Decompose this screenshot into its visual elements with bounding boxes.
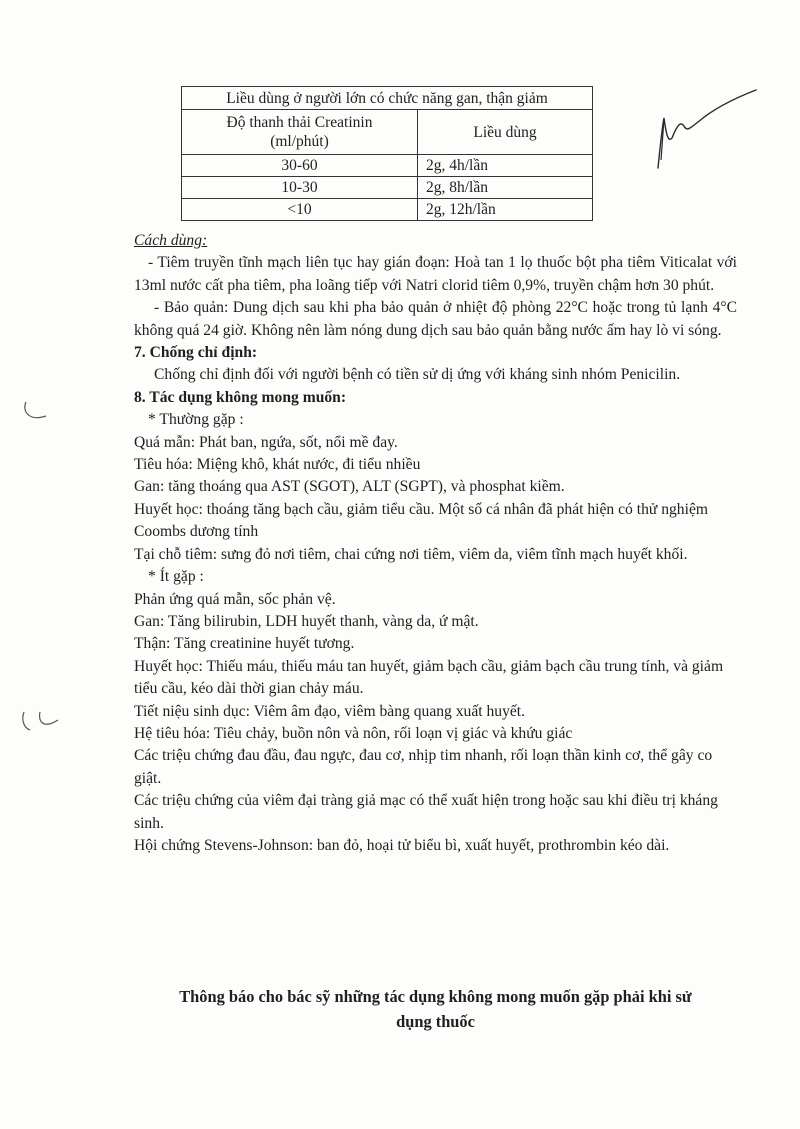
table-cell-dose: 2g, 4h/lần	[418, 155, 593, 177]
footer-notice	[134, 984, 737, 1034]
list-item: Tiết niệu sinh dục: Viêm âm đạo, viêm bàng quang xuất huyết.	[134, 702, 526, 720]
table-cell-dose: 2g, 8h/lần	[418, 177, 593, 199]
column-header-clearance-line2: (ml/phút)	[270, 133, 329, 150]
list-item: Các triệu chứng đau đầu, đau ngực, đau cơ, nhịp tim nhanh, rối loạn thần kinh cơ, thể gây co giật.	[134, 747, 713, 787]
list-item: Gan: tăng thoáng qua AST (SGOT), ALT (SGPT), và phosphat kiềm.	[134, 478, 565, 496]
list-item: Gan: Tăng bilirubin, LDH huyết thanh, vàng da, ứ mật.	[134, 612, 479, 630]
signature-mark	[650, 88, 760, 178]
adverse-effects-heading: 8. Tác dụng không mong muốn:	[134, 388, 347, 406]
punch-hole-mark	[18, 706, 62, 736]
usage-paragraph: - Tiêm truyền tĩnh mạch liên tục hay gián đoạn: Hoà tan 1 lọ thuốc bột pha tiêm Viticalat với 13ml nước cất pha tiêm, pha loãng tiếp với Natri clorid tiêm 0,9%, truyền chậm hơn 30 phút.	[134, 254, 737, 294]
document-body	[134, 230, 737, 857]
dosage-table	[181, 86, 593, 221]
table-cell-range: 30-60	[182, 155, 418, 177]
list-item: Các triệu chứng của viêm đại tràng giả mạc có thể xuất hiện trong hoặc sau khi điều trị kháng sinh.	[134, 792, 718, 832]
column-header-dose: Liều dùng	[418, 110, 593, 155]
table-cell-dose: 2g, 12h/lần	[418, 199, 593, 221]
list-item: Thận: Tăng creatinine huyết tương.	[134, 635, 355, 653]
contraindication-text: Chống chỉ định đối với người bệnh có tiền sử dị ứng với kháng sinh nhóm Penicilin.	[154, 366, 681, 384]
table-header: Liều dùng ở người lớn có chức năng gan, thận giảm	[182, 87, 593, 110]
storage-paragraph: - Bảo quản: Dung dịch sau khi pha bảo quản ở nhiệt độ phòng 22°C hoặc trong tủ lạnh 4°C không quá 24 giờ. Không nên làm nóng dung dịch sau bảo quản bằng nước ấm hay lò vi sóng.	[134, 299, 737, 339]
table-header-row	[182, 87, 593, 110]
rare-subheading: * Ít gặp :	[148, 568, 204, 586]
table-column-headers	[182, 110, 593, 155]
list-item: Phản ứng quá mẫn, sốc phản vệ.	[134, 590, 336, 608]
list-item: Tiêu hóa: Miệng khô, khát nước, đi tiểu nhiều	[134, 456, 421, 474]
list-item: Hệ tiêu hóa: Tiêu chảy, buồn nôn và nôn, rối loạn vị giác và khứu giác	[134, 724, 573, 742]
table-row	[182, 199, 593, 221]
punch-hole-mark	[18, 396, 54, 426]
list-item: Huyết học: Thiếu máu, thiếu máu tan huyết, giảm bạch cầu, giảm bạch cầu trung tính, và giảm tiểu cầu, kéo dài thời gian chảy máu.	[134, 657, 724, 698]
column-header-clearance	[182, 110, 418, 155]
table-cell-range: 10-30	[182, 177, 418, 199]
list-item: Tại chỗ tiêm: sưng đỏ nơi tiêm, chai cứng nơi tiêm, viêm da, viêm tĩnh mạch huyết khối.	[134, 545, 688, 563]
usage-heading: Cách dùng:	[134, 232, 208, 249]
footer-line-1: Thông báo cho bác sỹ những tác dụng không mong muốn gặp phải khi sử	[179, 987, 692, 1006]
column-header-clearance-line1: Độ thanh thải Creatinin	[226, 114, 373, 131]
table-cell-range: <10	[182, 199, 418, 221]
list-item: Huyết học: thoáng tăng bạch cầu, giảm tiểu cầu. Một số cá nhân đã phát hiện có thử nghiệm Coombs dương tính	[134, 500, 708, 541]
table-row	[182, 177, 593, 199]
list-item: Hội chứng Stevens-Johnson: ban đỏ, hoại tử biểu bì, xuất huyết, prothrombin kéo dài.	[134, 836, 670, 854]
common-subheading: * Thường gặp :	[148, 411, 244, 429]
contraindication-heading: 7. Chống chỉ định:	[134, 344, 258, 362]
footer-line-2: dụng thuốc	[396, 1012, 475, 1031]
table-row	[182, 155, 593, 177]
list-item: Quá mẫn: Phát ban, ngứa, sốt, nổi mề đay.	[134, 433, 398, 451]
